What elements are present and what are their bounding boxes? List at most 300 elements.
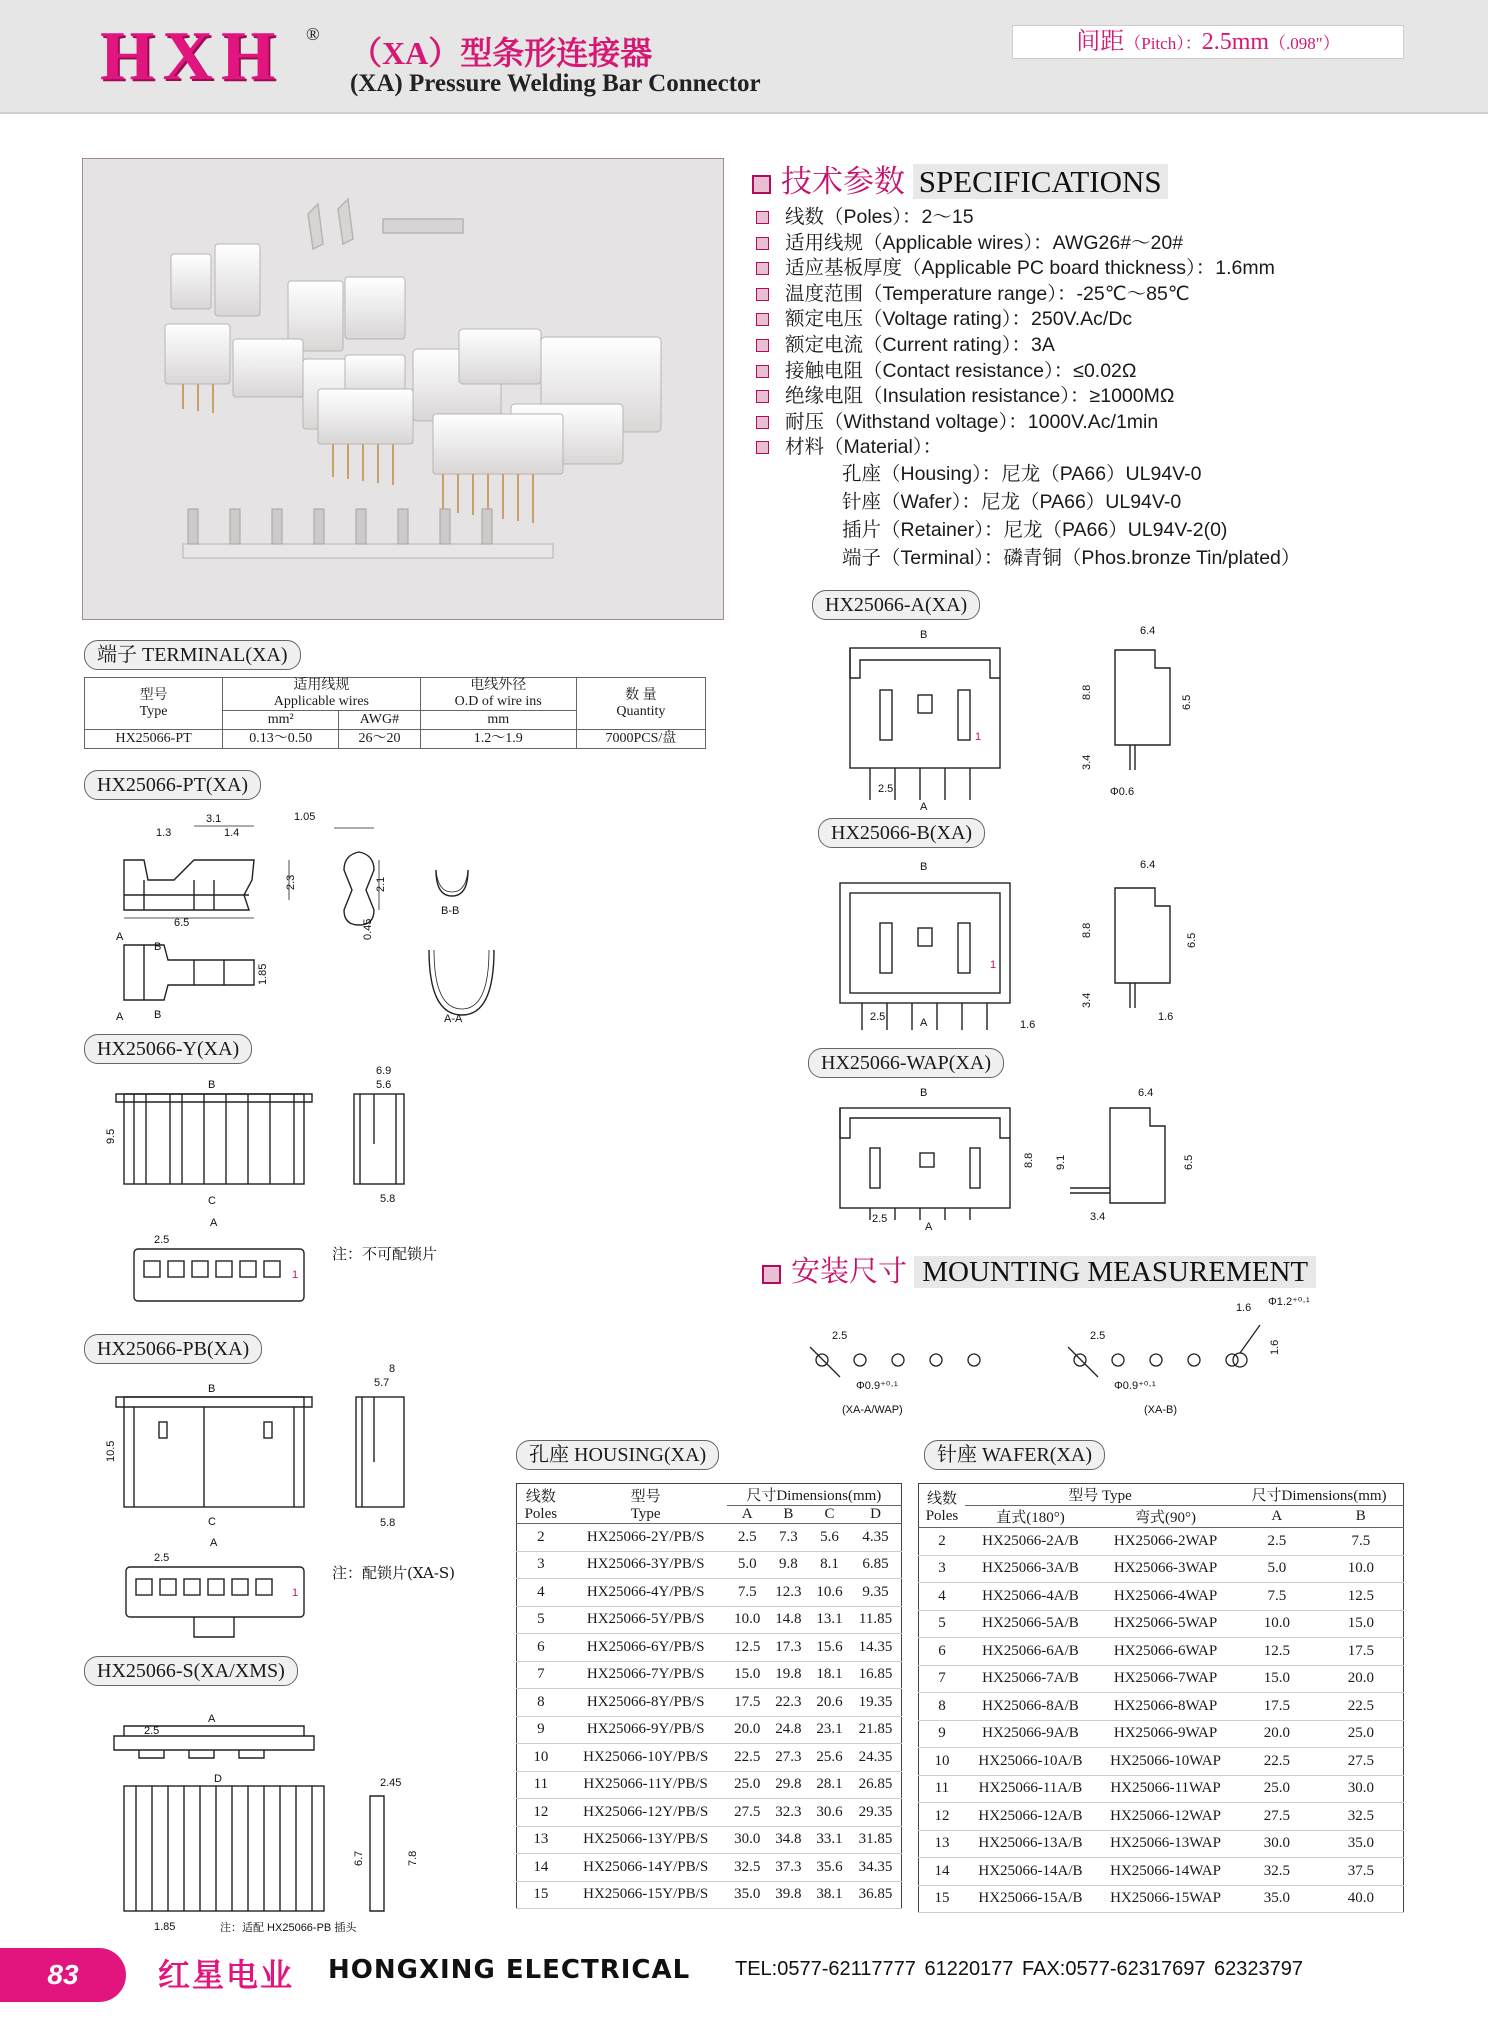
svg-text:3.1: 3.1 (206, 813, 222, 825)
table-cell: 12 (517, 1799, 565, 1827)
table-cell: 8.1 (809, 1551, 850, 1579)
housing-label: 孔座 HOUSING(XA) (516, 1440, 719, 1470)
spec-row (756, 384, 1275, 410)
pitch-label: 间距 (1076, 29, 1125, 55)
table-cell: 25.6 (809, 1744, 850, 1772)
terminal-label: 端子 TERMINAL(XA) (84, 640, 301, 670)
table-cell: 35.0 (727, 1881, 768, 1909)
table-cell: 15 (517, 1881, 565, 1909)
table-row (919, 1583, 1404, 1611)
specifications-title (752, 156, 1168, 201)
page-title-en: (XA) Pressure Welding Bar Connector (350, 70, 761, 97)
table-cell: 27.5 (1235, 1803, 1319, 1831)
table-cell: 3 (919, 1555, 965, 1583)
table-cell: HX25066-8WAP (1096, 1693, 1235, 1721)
table-row (919, 1830, 1404, 1858)
th-type (565, 1484, 727, 1524)
table-cell: 2.5 (727, 1524, 768, 1552)
th-straight: 直式(180°) (965, 1506, 1096, 1528)
table-cell: 24.35 (850, 1744, 901, 1772)
svg-text:2.5: 2.5 (832, 1330, 848, 1342)
table-cell: 29.8 (768, 1771, 809, 1799)
table-cell: 18.1 (809, 1661, 850, 1689)
table-cell: 6 (919, 1638, 965, 1666)
svg-text:C: C (208, 1195, 216, 1207)
table-cell: 11 (919, 1775, 965, 1803)
table-cell: 30.6 (809, 1799, 850, 1827)
table-cell: 9.35 (850, 1579, 901, 1607)
table-row (517, 1551, 902, 1579)
svg-text:5.8: 5.8 (380, 1517, 396, 1529)
table-cell: 30.0 (727, 1826, 768, 1854)
table-cell: 17.5 (727, 1689, 768, 1717)
table-cell: HX25066-3Y/PB/S (565, 1551, 727, 1579)
table-cell: 5.0 (1235, 1555, 1319, 1583)
svg-text:2.5: 2.5 (870, 1011, 886, 1023)
svg-text:B: B (920, 861, 928, 873)
table-cell: 13 (517, 1826, 565, 1854)
svg-text:9.1: 9.1 (1055, 1154, 1067, 1170)
square-bullet-icon (756, 416, 769, 429)
svg-text:Φ0.6: Φ0.6 (1110, 786, 1135, 798)
pt-drawing (84, 800, 724, 1028)
svg-text:6.9: 6.9 (376, 1065, 392, 1077)
table-cell: 2.5 (1235, 1528, 1319, 1556)
spec-text: 温度范围（Temperature range）：-25℃～85℃ (785, 282, 1190, 305)
spec-title-cn: 技术参数 (781, 164, 905, 199)
table-cell: 11.85 (850, 1606, 901, 1634)
spec-text: 耐压（Withstand voltage）：1000V.Ac/1min (785, 410, 1159, 433)
table-cell: 2 (919, 1528, 965, 1556)
th-angle: 弯式(90°) (1096, 1506, 1235, 1528)
table-cell: HX25066-9WAP (1096, 1720, 1235, 1748)
th-od (420, 678, 576, 711)
table-cell: 31.85 (850, 1826, 901, 1854)
table-cell: 37.3 (768, 1854, 809, 1882)
table-cell: 15.0 (727, 1661, 768, 1689)
table-cell: HX25066-13WAP (1096, 1830, 1235, 1858)
table-cell: 4 (919, 1583, 965, 1611)
svg-text:2.1: 2.1 (375, 876, 387, 892)
th-text: Quantity (616, 703, 666, 719)
table-cell: 23.1 (809, 1716, 850, 1744)
table-cell: HX25066-8Y/PB/S (565, 1689, 727, 1717)
table-cell: HX25066-6Y/PB/S (565, 1634, 727, 1662)
table-cell: 3 (517, 1551, 565, 1579)
pitch-inch: （.098"） (1269, 34, 1340, 53)
svg-text:1.6: 1.6 (1158, 1011, 1174, 1023)
table-cell: 28.1 (809, 1771, 850, 1799)
table-cell: 7.5 (727, 1579, 768, 1607)
spec-text: 适应基板厚度（Applicable PC board thickness）：1.6mm (785, 257, 1275, 280)
label-b: HX25066-B(XA) (818, 818, 985, 848)
page-title-cn: （XA）型条形连接器 (350, 35, 653, 71)
table-cell: 19.8 (768, 1661, 809, 1689)
table-cell: HX25066-14A/B (965, 1858, 1096, 1886)
svg-text:B: B (920, 1087, 928, 1099)
square-bullet-icon (756, 365, 769, 378)
table-cell: HX25066-12Y/PB/S (565, 1799, 727, 1827)
table-cell: 14 (919, 1858, 965, 1886)
registered-mark: ® (306, 24, 320, 44)
table-cell: 9.8 (768, 1551, 809, 1579)
svg-text:6.5: 6.5 (1181, 694, 1193, 710)
svg-text:1.6: 1.6 (1236, 1302, 1252, 1314)
table-cell: 25.0 (1319, 1720, 1404, 1748)
table-row (517, 1771, 902, 1799)
svg-text:8: 8 (389, 1363, 396, 1375)
table-cell: HX25066-11A/B (965, 1775, 1096, 1803)
svg-text:2.45: 2.45 (380, 1777, 402, 1789)
table-cell: 20.0 (1235, 1720, 1319, 1748)
spec-text: 额定电压（Voltage rating）：250V.Ac/Dc (785, 308, 1133, 331)
table-cell: 17.3 (768, 1634, 809, 1662)
brand-name-cn: 红星电业 (158, 1956, 295, 1994)
material-row: 插片（Retainer）：尼龙（PA66）UL94V-2(0) (842, 519, 1228, 541)
th-col: B (1319, 1506, 1404, 1528)
spec-text: 适用线规（Applicable wires）：AWG26#～20# (785, 231, 1184, 254)
th-text: Poles (925, 1507, 959, 1524)
table-cell: HX25066-15WAP (1096, 1885, 1235, 1913)
table-cell: HX25066-5Y/PB/S (565, 1606, 727, 1634)
table-cell: 13 (919, 1830, 965, 1858)
table-cell: 15.0 (1235, 1665, 1319, 1693)
svg-text:Φ0.9⁺⁰·¹: Φ0.9⁺⁰·¹ (856, 1380, 898, 1392)
svg-text:A: A (210, 1217, 218, 1229)
square-bullet-icon (756, 237, 769, 250)
svg-text:2.5: 2.5 (154, 1234, 170, 1246)
square-bullet-icon (756, 441, 769, 454)
table-cell: 4 (517, 1579, 565, 1607)
label-wap: HX25066-WAP(XA) (808, 1048, 1004, 1078)
table-cell: 30.0 (1319, 1775, 1404, 1803)
table-cell: 22.5 (1235, 1748, 1319, 1776)
table-row (517, 1661, 902, 1689)
table-row (517, 1854, 902, 1882)
th-text: 电线外径 (470, 678, 527, 693)
table-row (85, 730, 706, 749)
table-cell: HX25066-6A/B (965, 1638, 1096, 1666)
svg-text:B: B (154, 1009, 162, 1021)
th-col: A (1235, 1506, 1319, 1528)
svg-text:1.85: 1.85 (154, 1921, 176, 1933)
material-list (842, 460, 1300, 572)
svg-text:3.4: 3.4 (1081, 992, 1093, 1008)
table-cell: 20.0 (727, 1716, 768, 1744)
svg-text:2.3: 2.3 (285, 874, 297, 890)
table-cell: 8 (919, 1693, 965, 1721)
th-type (85, 678, 223, 730)
th-mm: mm (420, 711, 576, 730)
th-wires (223, 678, 420, 711)
table-cell: 22.5 (727, 1744, 768, 1772)
svg-text:6.4: 6.4 (1140, 859, 1156, 871)
svg-text:5.8: 5.8 (380, 1193, 396, 1205)
table-cell: HX25066-9Y/PB/S (565, 1716, 727, 1744)
square-bullet-icon (762, 1265, 781, 1284)
table-cell: 5.0 (727, 1551, 768, 1579)
table-cell: HX25066-12WAP (1096, 1803, 1235, 1831)
table-row (919, 1665, 1404, 1693)
label-y: HX25066-Y(XA) (84, 1034, 252, 1064)
table-cell: 25.0 (727, 1771, 768, 1799)
table-row (517, 1689, 902, 1717)
caption-b: (XA-B) (1144, 1404, 1177, 1416)
s-drawing (84, 1686, 524, 1936)
table-cell: 27.5 (727, 1799, 768, 1827)
table-cell: 25.0 (1235, 1775, 1319, 1803)
svg-text:9.5: 9.5 (105, 1128, 117, 1144)
th-col: A (727, 1506, 768, 1524)
table-cell: 10.0 (727, 1606, 768, 1634)
table-cell: 6 (517, 1634, 565, 1662)
table-cell: 39.8 (768, 1881, 809, 1909)
th-type: 型号 Type (965, 1484, 1235, 1506)
cell-awg: 26～20 (339, 730, 420, 749)
pitch-value: 2.5mm (1201, 29, 1270, 55)
b-drawing (800, 848, 1250, 1043)
table-cell: 33.1 (809, 1826, 850, 1854)
th-qty (576, 678, 705, 730)
square-bullet-icon (756, 390, 769, 403)
table-cell: 36.85 (850, 1881, 901, 1909)
table-cell: 22.3 (768, 1689, 809, 1717)
table-cell: 16.85 (850, 1661, 901, 1689)
label-a: HX25066-A(XA) (812, 590, 980, 620)
th-text: Poles (524, 1505, 558, 1522)
table-cell: 7.5 (1319, 1528, 1404, 1556)
svg-text:A-A: A-A (444, 1013, 463, 1025)
cell-od: 1.2～1.9 (420, 730, 576, 749)
cell-qty: 7000PCS/盘 (576, 730, 705, 749)
svg-text:A: A (116, 931, 124, 943)
spec-title-en: SPECIFICATIONS (913, 164, 1168, 199)
svg-text:8.8: 8.8 (1023, 1152, 1035, 1168)
table-cell: HX25066-2WAP (1096, 1528, 1235, 1556)
spec-list (756, 205, 1275, 461)
table-cell: 24.8 (768, 1716, 809, 1744)
th-awg: AWG# (339, 711, 420, 730)
table-cell: HX25066-14WAP (1096, 1858, 1235, 1886)
table-cell: HX25066-9A/B (965, 1720, 1096, 1748)
mounting-title (762, 1249, 1316, 1290)
table-cell: 7.5 (1235, 1583, 1319, 1611)
table-cell: HX25066-11Y/PB/S (565, 1771, 727, 1799)
table-cell: 4.35 (850, 1524, 901, 1552)
table-cell: 27.5 (1319, 1748, 1404, 1776)
table-row (517, 1799, 902, 1827)
housing-table (516, 1483, 902, 1909)
material-row: 孔座（Housing）：尼龙（PA66）UL94V-0 (842, 463, 1202, 485)
svg-text:A: A (208, 1713, 216, 1725)
th-mm2: mm² (223, 711, 339, 730)
svg-text:5.6: 5.6 (376, 1079, 392, 1091)
svg-text:1.6: 1.6 (1020, 1019, 1036, 1031)
table-row (517, 1826, 902, 1854)
table-cell: HX25066-2Y/PB/S (565, 1524, 727, 1552)
th-dims: 尺寸Dimensions(mm) (727, 1484, 902, 1506)
square-bullet-icon (756, 262, 769, 275)
spec-text: 接触电阻（Contact resistance）：≤0.02Ω (785, 359, 1137, 382)
th-col: B (768, 1506, 809, 1524)
table-cell: 20.6 (809, 1689, 850, 1717)
svg-text:B: B (920, 629, 928, 641)
product-photo-illustration (83, 159, 723, 619)
table-cell: HX25066-4WAP (1096, 1583, 1235, 1611)
table-cell: HX25066-5A/B (965, 1610, 1096, 1638)
svg-text:0.45: 0.45 (362, 918, 374, 940)
table-cell: HX25066-14Y/PB/S (565, 1854, 727, 1882)
th-text: Applicable wires (273, 694, 369, 709)
table-cell: 35.0 (1319, 1830, 1404, 1858)
th-text: 数 量 (625, 687, 657, 703)
spec-row (756, 256, 1275, 282)
contact-info: TEL:0577-62117777 61220177 FAX:0577-62317697 62323797 (735, 1958, 1304, 1980)
spec-row (756, 205, 1275, 231)
table-cell: 19.35 (850, 1689, 901, 1717)
table-cell: HX25066-4Y/PB/S (565, 1579, 727, 1607)
table-cell: 34.35 (850, 1854, 901, 1882)
y-drawing (84, 1064, 724, 1324)
svg-text:1: 1 (292, 1587, 299, 1599)
table-cell: 7 (517, 1661, 565, 1689)
table-cell: 17.5 (1235, 1693, 1319, 1721)
spec-row (756, 410, 1275, 436)
table-cell: 7.3 (768, 1524, 809, 1552)
svg-text:6.5: 6.5 (1183, 1154, 1195, 1170)
svg-text:10.5: 10.5 (105, 1440, 117, 1462)
th-col: D (850, 1506, 901, 1524)
table-cell: 10 (919, 1748, 965, 1776)
th-text: 线数 (525, 1488, 556, 1505)
table-row (919, 1858, 1404, 1886)
th-text: 型号 (630, 1488, 661, 1505)
th-dims: 尺寸Dimensions(mm) (1235, 1484, 1403, 1506)
spec-row (756, 231, 1275, 257)
table-cell: 12.5 (727, 1634, 768, 1662)
table-cell: HX25066-11WAP (1096, 1775, 1235, 1803)
square-bullet-icon (756, 288, 769, 301)
table-row (919, 1720, 1404, 1748)
wafer-table (918, 1483, 1404, 1913)
svg-text:D: D (214, 1773, 222, 1785)
svg-text:2.5: 2.5 (1090, 1330, 1106, 1342)
table-cell: 8 (517, 1689, 565, 1717)
table-row (919, 1638, 1404, 1666)
table-cell: HX25066-8A/B (965, 1693, 1096, 1721)
table-cell: 7 (919, 1665, 965, 1693)
table-cell: 5.6 (809, 1524, 850, 1552)
table-cell: 15 (919, 1885, 965, 1913)
spec-text: 额定电流（Current rating）：3A (785, 333, 1055, 356)
table-cell: 27.3 (768, 1744, 809, 1772)
table-cell: 32.3 (768, 1799, 809, 1827)
table-cell: 34.8 (768, 1826, 809, 1854)
th-text: Type (139, 703, 168, 719)
svg-text:1.4: 1.4 (224, 827, 240, 839)
svg-text:5.7: 5.7 (374, 1377, 390, 1389)
table-cell: 32.5 (1235, 1858, 1319, 1886)
table-cell: 14 (517, 1854, 565, 1882)
label-s: HX25066-S(XA/XMS) (84, 1656, 298, 1686)
svg-text:Φ1.2⁺⁰·¹: Φ1.2⁺⁰·¹ (1268, 1296, 1310, 1308)
table-cell: HX25066-3A/B (965, 1555, 1096, 1583)
table-cell: HX25066-5WAP (1096, 1610, 1235, 1638)
svg-text:1.05: 1.05 (294, 811, 316, 823)
svg-text:6.4: 6.4 (1140, 625, 1156, 637)
th-col: C (809, 1506, 850, 1524)
spec-text: 绝缘电阻（Insulation resistance）：≥1000MΩ (785, 385, 1175, 408)
svg-text:A: A (210, 1537, 218, 1549)
note-s: 注：适配 HX25066-PB 插头 (220, 1922, 357, 1934)
table-cell: 6.85 (850, 1551, 901, 1579)
table-row (919, 1775, 1404, 1803)
table-cell: 15.0 (1319, 1610, 1404, 1638)
th-text: 型号 (139, 687, 168, 703)
square-bullet-icon (756, 313, 769, 326)
table-row (919, 1528, 1404, 1556)
table-cell: 11 (517, 1771, 565, 1799)
table-cell: 38.1 (809, 1881, 850, 1909)
table-cell: 32.5 (727, 1854, 768, 1882)
table-row (517, 1579, 902, 1607)
svg-text:1.6: 1.6 (1269, 1339, 1281, 1355)
mounting-drawing (800, 1295, 1320, 1425)
caption-a: (XA-A/WAP) (842, 1404, 903, 1416)
table-row (919, 1748, 1404, 1776)
svg-text:1: 1 (990, 959, 997, 971)
th-poles (517, 1484, 565, 1524)
label-pb: HX25066-PB(XA) (84, 1334, 262, 1364)
table-row (517, 1524, 902, 1552)
table-row (919, 1610, 1404, 1638)
table-cell: 9 (517, 1716, 565, 1744)
table-cell: 32.5 (1319, 1803, 1404, 1831)
svg-text:A: A (920, 801, 928, 813)
svg-text:A: A (920, 1017, 928, 1029)
th-text: 适用线规 (293, 678, 350, 693)
table-cell: 35.6 (809, 1854, 850, 1882)
svg-text:B: B (154, 941, 162, 953)
table-row (517, 1716, 902, 1744)
table-cell: HX25066-10A/B (965, 1748, 1096, 1776)
table-cell: 29.35 (850, 1799, 901, 1827)
table-cell: HX25066-7Y/PB/S (565, 1661, 727, 1689)
svg-text:1.85: 1.85 (257, 963, 269, 985)
table-cell: HX25066-7A/B (965, 1665, 1096, 1693)
table-cell: HX25066-15Y/PB/S (565, 1881, 727, 1909)
note-y: 注：不可配锁片 (332, 1245, 438, 1263)
svg-text:C: C (208, 1516, 216, 1528)
svg-text:1.3: 1.3 (156, 827, 172, 839)
table-cell: 2 (517, 1524, 565, 1552)
spec-row (756, 333, 1275, 359)
th-text: O.D of wire ins (454, 694, 542, 709)
table-cell: 12 (919, 1803, 965, 1831)
table-row (919, 1885, 1404, 1913)
square-bullet-icon (752, 175, 771, 194)
th-text: Type (630, 1505, 661, 1522)
table-row (919, 1693, 1404, 1721)
svg-text:2.5: 2.5 (878, 783, 894, 795)
spec-row (756, 359, 1275, 385)
table-cell: 22.5 (1319, 1693, 1404, 1721)
table-row (919, 1803, 1404, 1831)
brand-name-en: HONGXING ELECTRICAL (328, 1955, 691, 1985)
spec-row (756, 282, 1275, 308)
table-cell: 14.35 (850, 1634, 901, 1662)
cell-type: HX25066-PT (85, 730, 223, 749)
